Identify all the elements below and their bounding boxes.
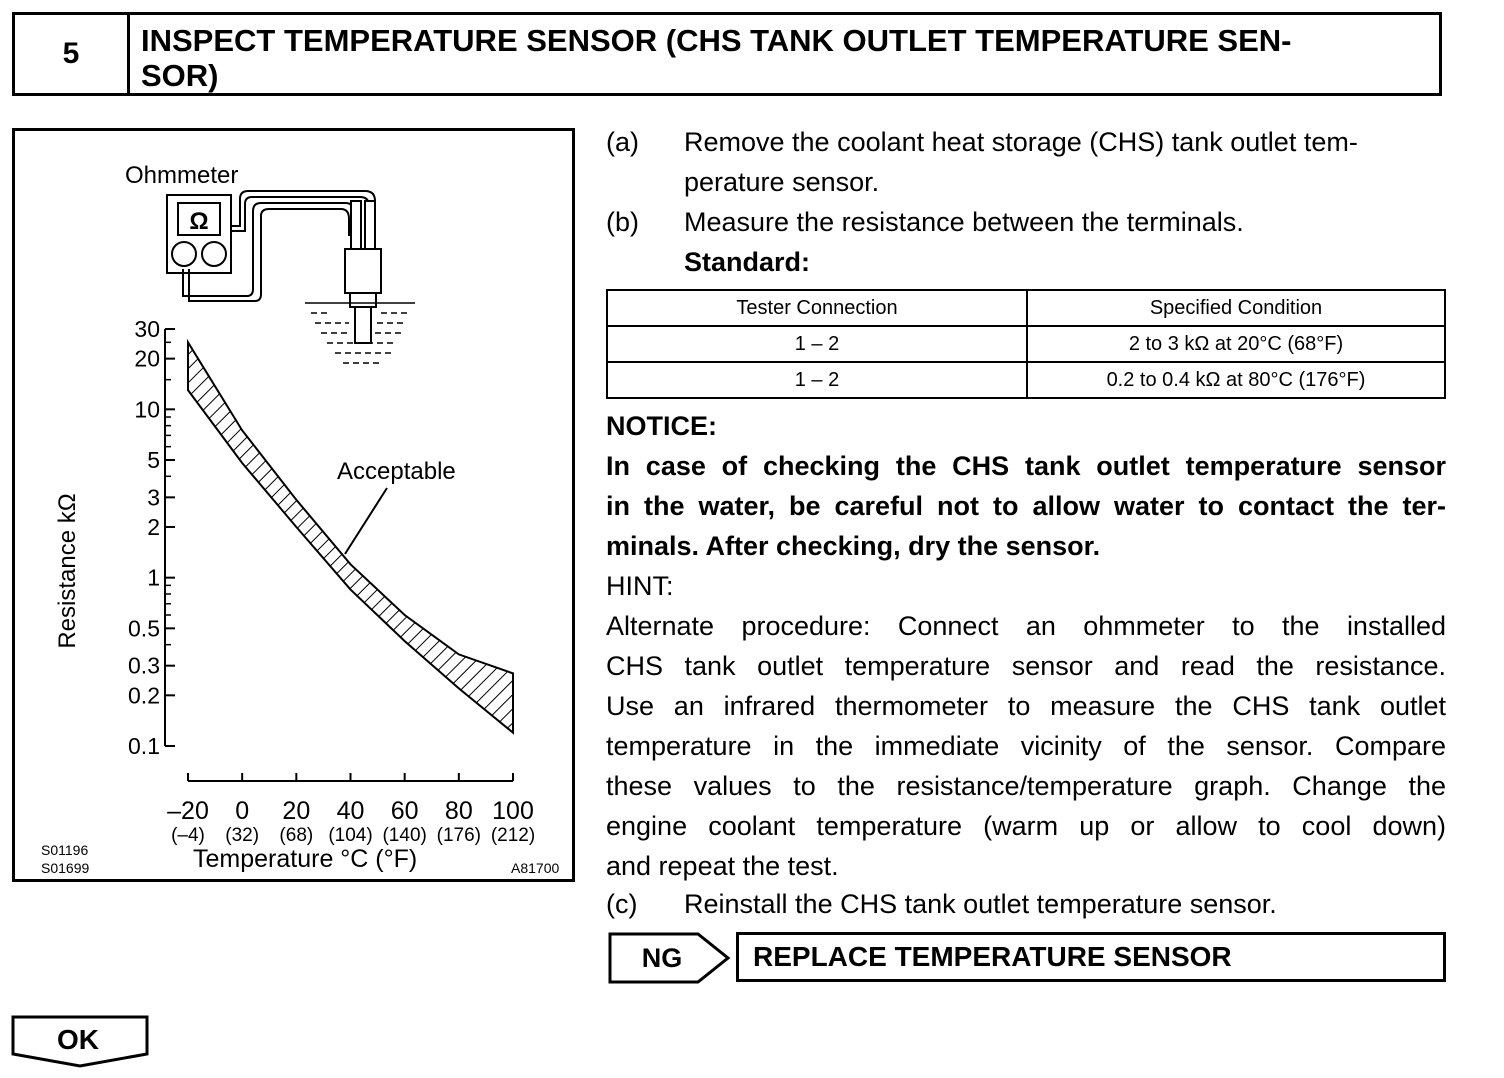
y-tick-label: 2 [147, 513, 160, 540]
y-tick-label: 30 [134, 316, 160, 342]
x-axis-label: Temperature °C (°F) [193, 845, 418, 873]
y-tick-label: 0.1 [128, 733, 160, 759]
table-header-tester-connection: Tester Connection [607, 290, 1027, 326]
notice-line-3: minals. After checking, dry the sensor. [606, 531, 1101, 561]
y-tick-label: 0.2 [128, 682, 160, 709]
ng-action-box [736, 932, 1446, 982]
hint-title: HINT: [606, 571, 674, 601]
ohmmeter-icon [167, 195, 231, 273]
hint-line-1: Alternate procedure: Connect an ohmmeter to the installed [606, 611, 1446, 641]
figure-code-2: S01699 [41, 860, 90, 876]
x-tick-label-fahrenheit: (32) [225, 825, 260, 846]
step-title-line-2: SOR) [141, 58, 219, 93]
table-cell: 0.2 to 0.4 kΩ at 80°C (176°F) [1027, 362, 1445, 398]
step-b-line-1: Measure the resistance between the terminals. [684, 207, 1244, 237]
temperature-sensor-icon [345, 201, 381, 343]
x-axis-ticks [167, 773, 535, 846]
hint-line-2: CHS tank outlet temperature sensor and read the resistance. [606, 651, 1446, 681]
y-tick-label: 0.5 [128, 615, 160, 642]
acceptable-band [188, 342, 513, 732]
step-b-label: (b) [606, 207, 639, 237]
hint-line-3: Use an infrared thermometer to measure the CHS tank outlet [606, 691, 1446, 721]
table-header-row [607, 290, 1445, 326]
x-tick-label-celsius: 0 [235, 797, 250, 825]
table-header-specified-condition: Specified Condition [1027, 290, 1445, 326]
step-c-line-1: Reinstall the CHS tank outlet temperature sensor. [684, 889, 1277, 919]
table-cell: 2 to 3 kΩ at 20°C (68°F) [1027, 326, 1445, 362]
ohm-symbol: Ω [189, 208, 209, 235]
step-c-label: (c) [606, 889, 638, 919]
figure-code-3: A81700 [511, 860, 560, 876]
table-row [607, 362, 1445, 398]
notice-title: NOTICE: [606, 411, 717, 441]
ng-arrow[interactable] [606, 930, 736, 986]
x-tick-label-fahrenheit: (176) [436, 825, 482, 846]
graph-svg [15, 131, 572, 879]
acceptable-label: Acceptable [337, 458, 456, 485]
x-tick-label-fahrenheit: (212) [490, 825, 536, 846]
x-tick-label-celsius: 20 [282, 797, 311, 825]
step-title [141, 23, 1379, 93]
ohmmeter-label: Ohmmeter [125, 162, 239, 189]
x-tick-label-fahrenheit: (140) [382, 825, 427, 846]
hint-line-6: engine coolant temperature (warm up or allow to cool down) [606, 811, 1446, 841]
step-a-line-1: Remove the coolant heat storage (CHS) tank outlet tem- [684, 127, 1358, 157]
y-tick-label: 10 [134, 396, 160, 423]
table-cell: 1 – 2 [607, 362, 1027, 398]
table-cell: 1 – 2 [607, 326, 1027, 362]
y-tick-label: 20 [134, 345, 160, 372]
y-tick-label: 3 [147, 484, 160, 511]
y-tick-label: 1 [147, 564, 160, 591]
step-number: 5 [15, 15, 130, 93]
standard-label: Standard: [684, 247, 811, 277]
step-a-line-2: perature sensor. [684, 167, 880, 197]
y-tick-label: 0.3 [128, 652, 160, 679]
y-axis-ticks [128, 316, 175, 759]
figure-code-1: S01196 [41, 842, 89, 858]
hint-line-7: and repeat the test. [606, 851, 839, 881]
ok-arrow[interactable] [10, 1014, 152, 1070]
ng-label: NG [641, 943, 683, 973]
hint-line-4: temperature in the immediate vicinity of the sensor. Compare [606, 731, 1446, 761]
acceptable-leader-line [345, 488, 387, 554]
x-tick-label-celsius: 80 [444, 797, 473, 825]
spec-table [606, 289, 1446, 399]
notice-line-2: in the water, be careful not to allow water to contact the ter- [606, 491, 1446, 521]
x-tick-label-fahrenheit: (104) [328, 825, 373, 846]
step-a-label: (a) [606, 127, 639, 157]
x-tick-label-celsius: 40 [336, 797, 365, 825]
x-tick-label-celsius: 100 [492, 797, 534, 825]
ok-label: OK [57, 1024, 99, 1055]
x-tick-label-fahrenheit: (–4) [171, 825, 205, 846]
y-tick-label: 5 [147, 446, 160, 473]
step-header [12, 12, 1442, 96]
x-tick-label-fahrenheit: (68) [279, 825, 314, 846]
table-row [607, 326, 1445, 362]
step-title-line-1: INSPECT TEMPERATURE SENSOR (CHS TANK OUTLET TEMPERATURE SEN- [141, 23, 1292, 58]
x-tick-label-celsius: –20 [167, 797, 209, 825]
y-axis-label: Resistance kΩ [54, 493, 81, 649]
hint-line-5: these values to the resistance/temperature graph. Change the [606, 771, 1446, 801]
x-tick-label-celsius: 60 [390, 797, 419, 825]
ng-action-text: REPLACE TEMPERATURE SENSOR [753, 941, 1232, 972]
notice-line-1: In case of checking the CHS tank outlet temperature sensor [606, 451, 1446, 481]
sensor-graph-figure [12, 128, 575, 882]
